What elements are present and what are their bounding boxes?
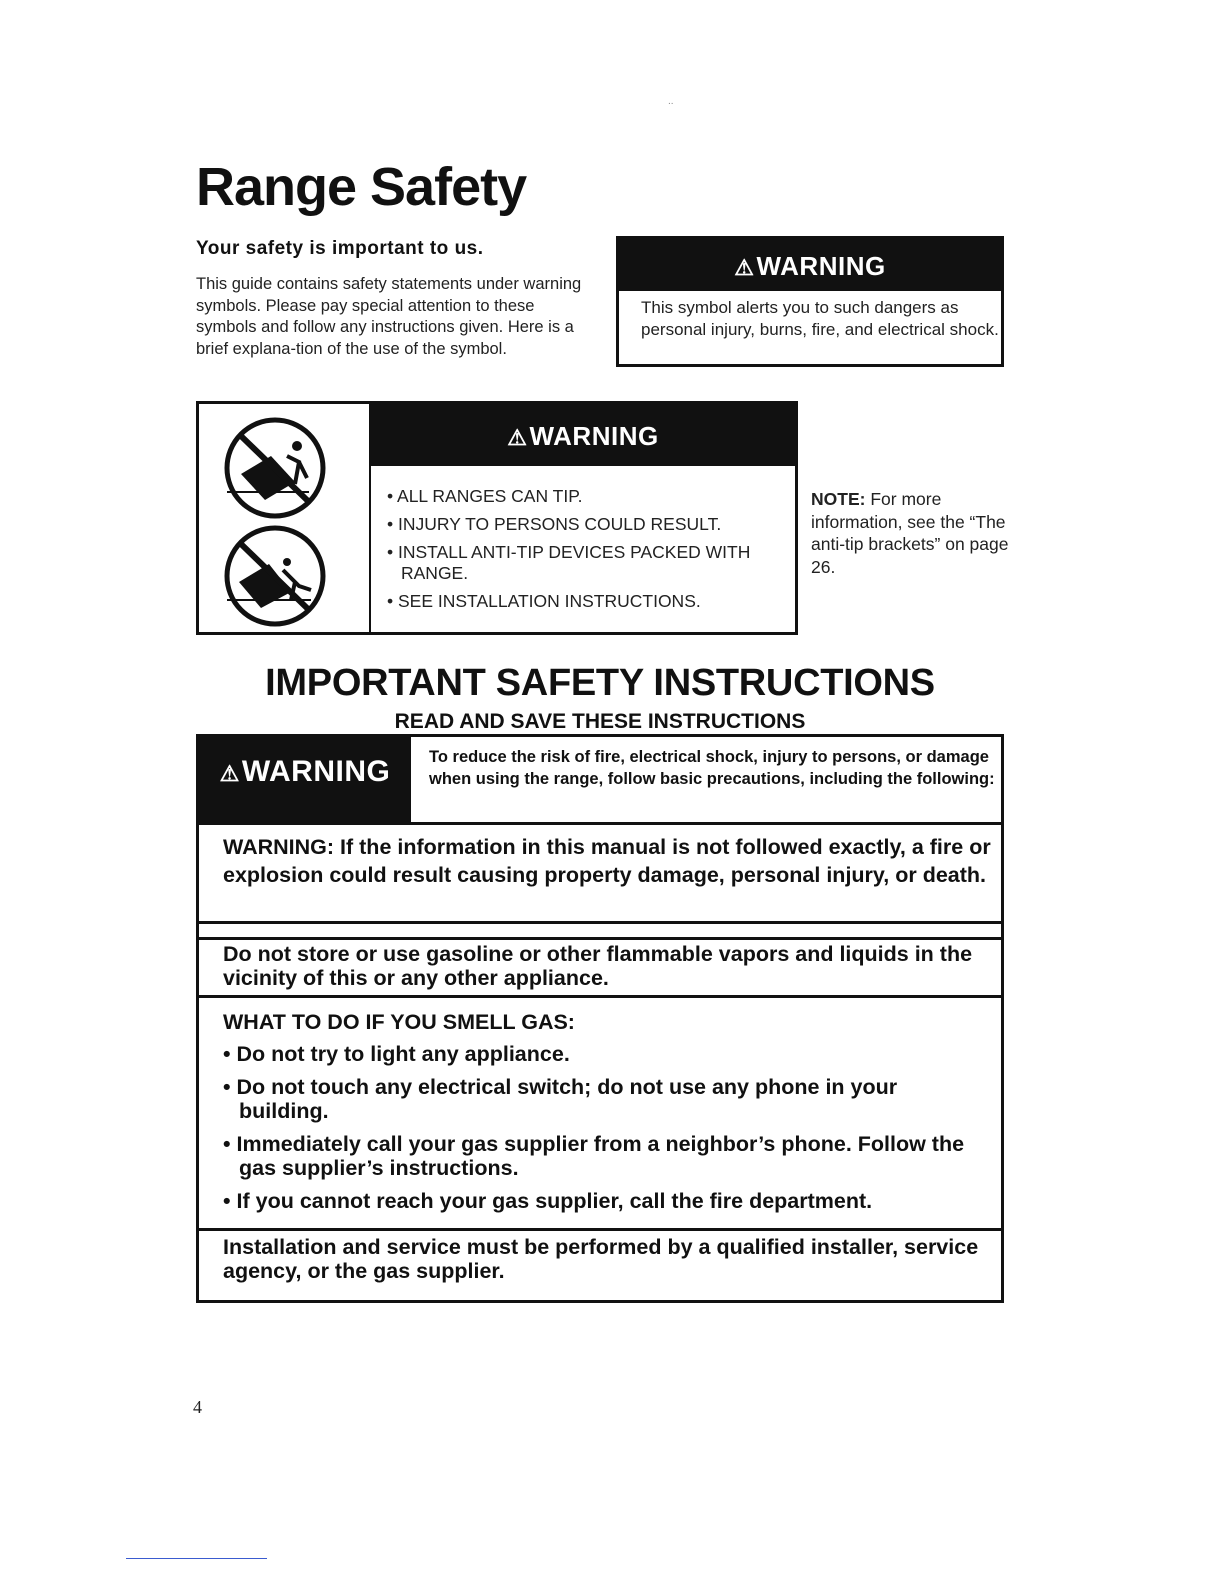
warning-header-label: WARNING [756, 251, 886, 281]
tip-warning-header-label: WARNING [529, 421, 659, 451]
list-item: • Do not try to light any appliance. [223, 1042, 991, 1066]
flammable-vapors-section: Do not store or use gasoline or other flammable vapors and liquids in the vicinity of this or any other appliance. [199, 937, 1001, 1000]
warning-symbol-box [616, 236, 1004, 367]
important-safety-title: IMPORTANT SAFETY INSTRUCTIONS [265, 662, 935, 704]
page-title: Range Safety [196, 157, 527, 217]
list-item: • Do not touch any electrical switch; do not use any phone in your building. [223, 1075, 991, 1123]
tip-illustrations [199, 404, 369, 632]
list-item: • ALL RANGES CAN TIP. [387, 486, 795, 507]
important-warning-box [196, 734, 1004, 1303]
list-item: • If you cannot reach your gas supplier, call the fire department. [223, 1189, 991, 1213]
page-number: 4 [193, 1397, 202, 1417]
warning-header [619, 239, 1001, 291]
list-item: • SEE INSTALLATION INSTRUCTIONS. [387, 591, 795, 612]
no-climbing-on-door-icon [227, 528, 323, 624]
intro-text: This guide contains safety statements under warning symbols. Please pay special attention to these symbols and follow any instructions given. Here is a brief explana-tion of the use of the symbol. [196, 275, 582, 358]
warning-triangle-icon: ⚠ [507, 425, 528, 450]
installation-section: Installation and service must be performed by a qualified installer, service agency, or the gas supplier. [199, 1228, 1001, 1300]
note-label: NOTE: [811, 489, 866, 509]
list-item: • INSTALL ANTI-TIP DEVICES PACKED WITH RANGE. [387, 542, 795, 584]
smell-gas-section [199, 995, 1001, 1241]
smell-gas-heading: WHAT TO DO IF YOU SMELL GAS: [223, 1010, 575, 1034]
warning-triangle-icon: ⚠ [219, 761, 240, 786]
manual-warning-section: WARNING: If the information in this manual is not followed exactly, a fire or explosion could result causing property damage, personal injury, or death. [199, 822, 1001, 933]
note-text: For more information, see the “The anti-tip brackets” on page 26. [811, 489, 1009, 577]
footer-divider [126, 1558, 267, 1559]
important-warning-header [199, 737, 411, 822]
warning-intro-text: To reduce the risk of fire, electrical shock, injury to persons, or damage when using the range, follow basic precautions, including the following: [429, 748, 995, 788]
header-dots: .. [668, 96, 674, 107]
intro-heading: Your safety is important to us. [196, 238, 484, 259]
no-tipping-range-icon [227, 420, 323, 516]
anti-tip-note [811, 488, 1021, 578]
list-item: • INJURY TO PERSONS COULD RESULT. [387, 514, 795, 535]
tip-warning-header [371, 404, 795, 466]
tip-warning-list [371, 466, 795, 632]
warning-symbol-text: This symbol alerts you to such dangers as personal injury, burns, fire, and electrical shock. [641, 298, 999, 339]
warning-triangle-icon: ⚠ [734, 255, 755, 280]
section-divider [199, 921, 1001, 924]
read-save-subtitle: READ AND SAVE THESE INSTRUCTIONS [394, 710, 806, 733]
tip-icons-panel [199, 404, 371, 632]
important-warning-header-label: WARNING [241, 755, 391, 788]
list-item: • Immediately call your gas supplier from a neighbor’s phone. Follow the gas supplier’s instructions. [223, 1132, 991, 1180]
tip-warning-box [196, 401, 798, 635]
